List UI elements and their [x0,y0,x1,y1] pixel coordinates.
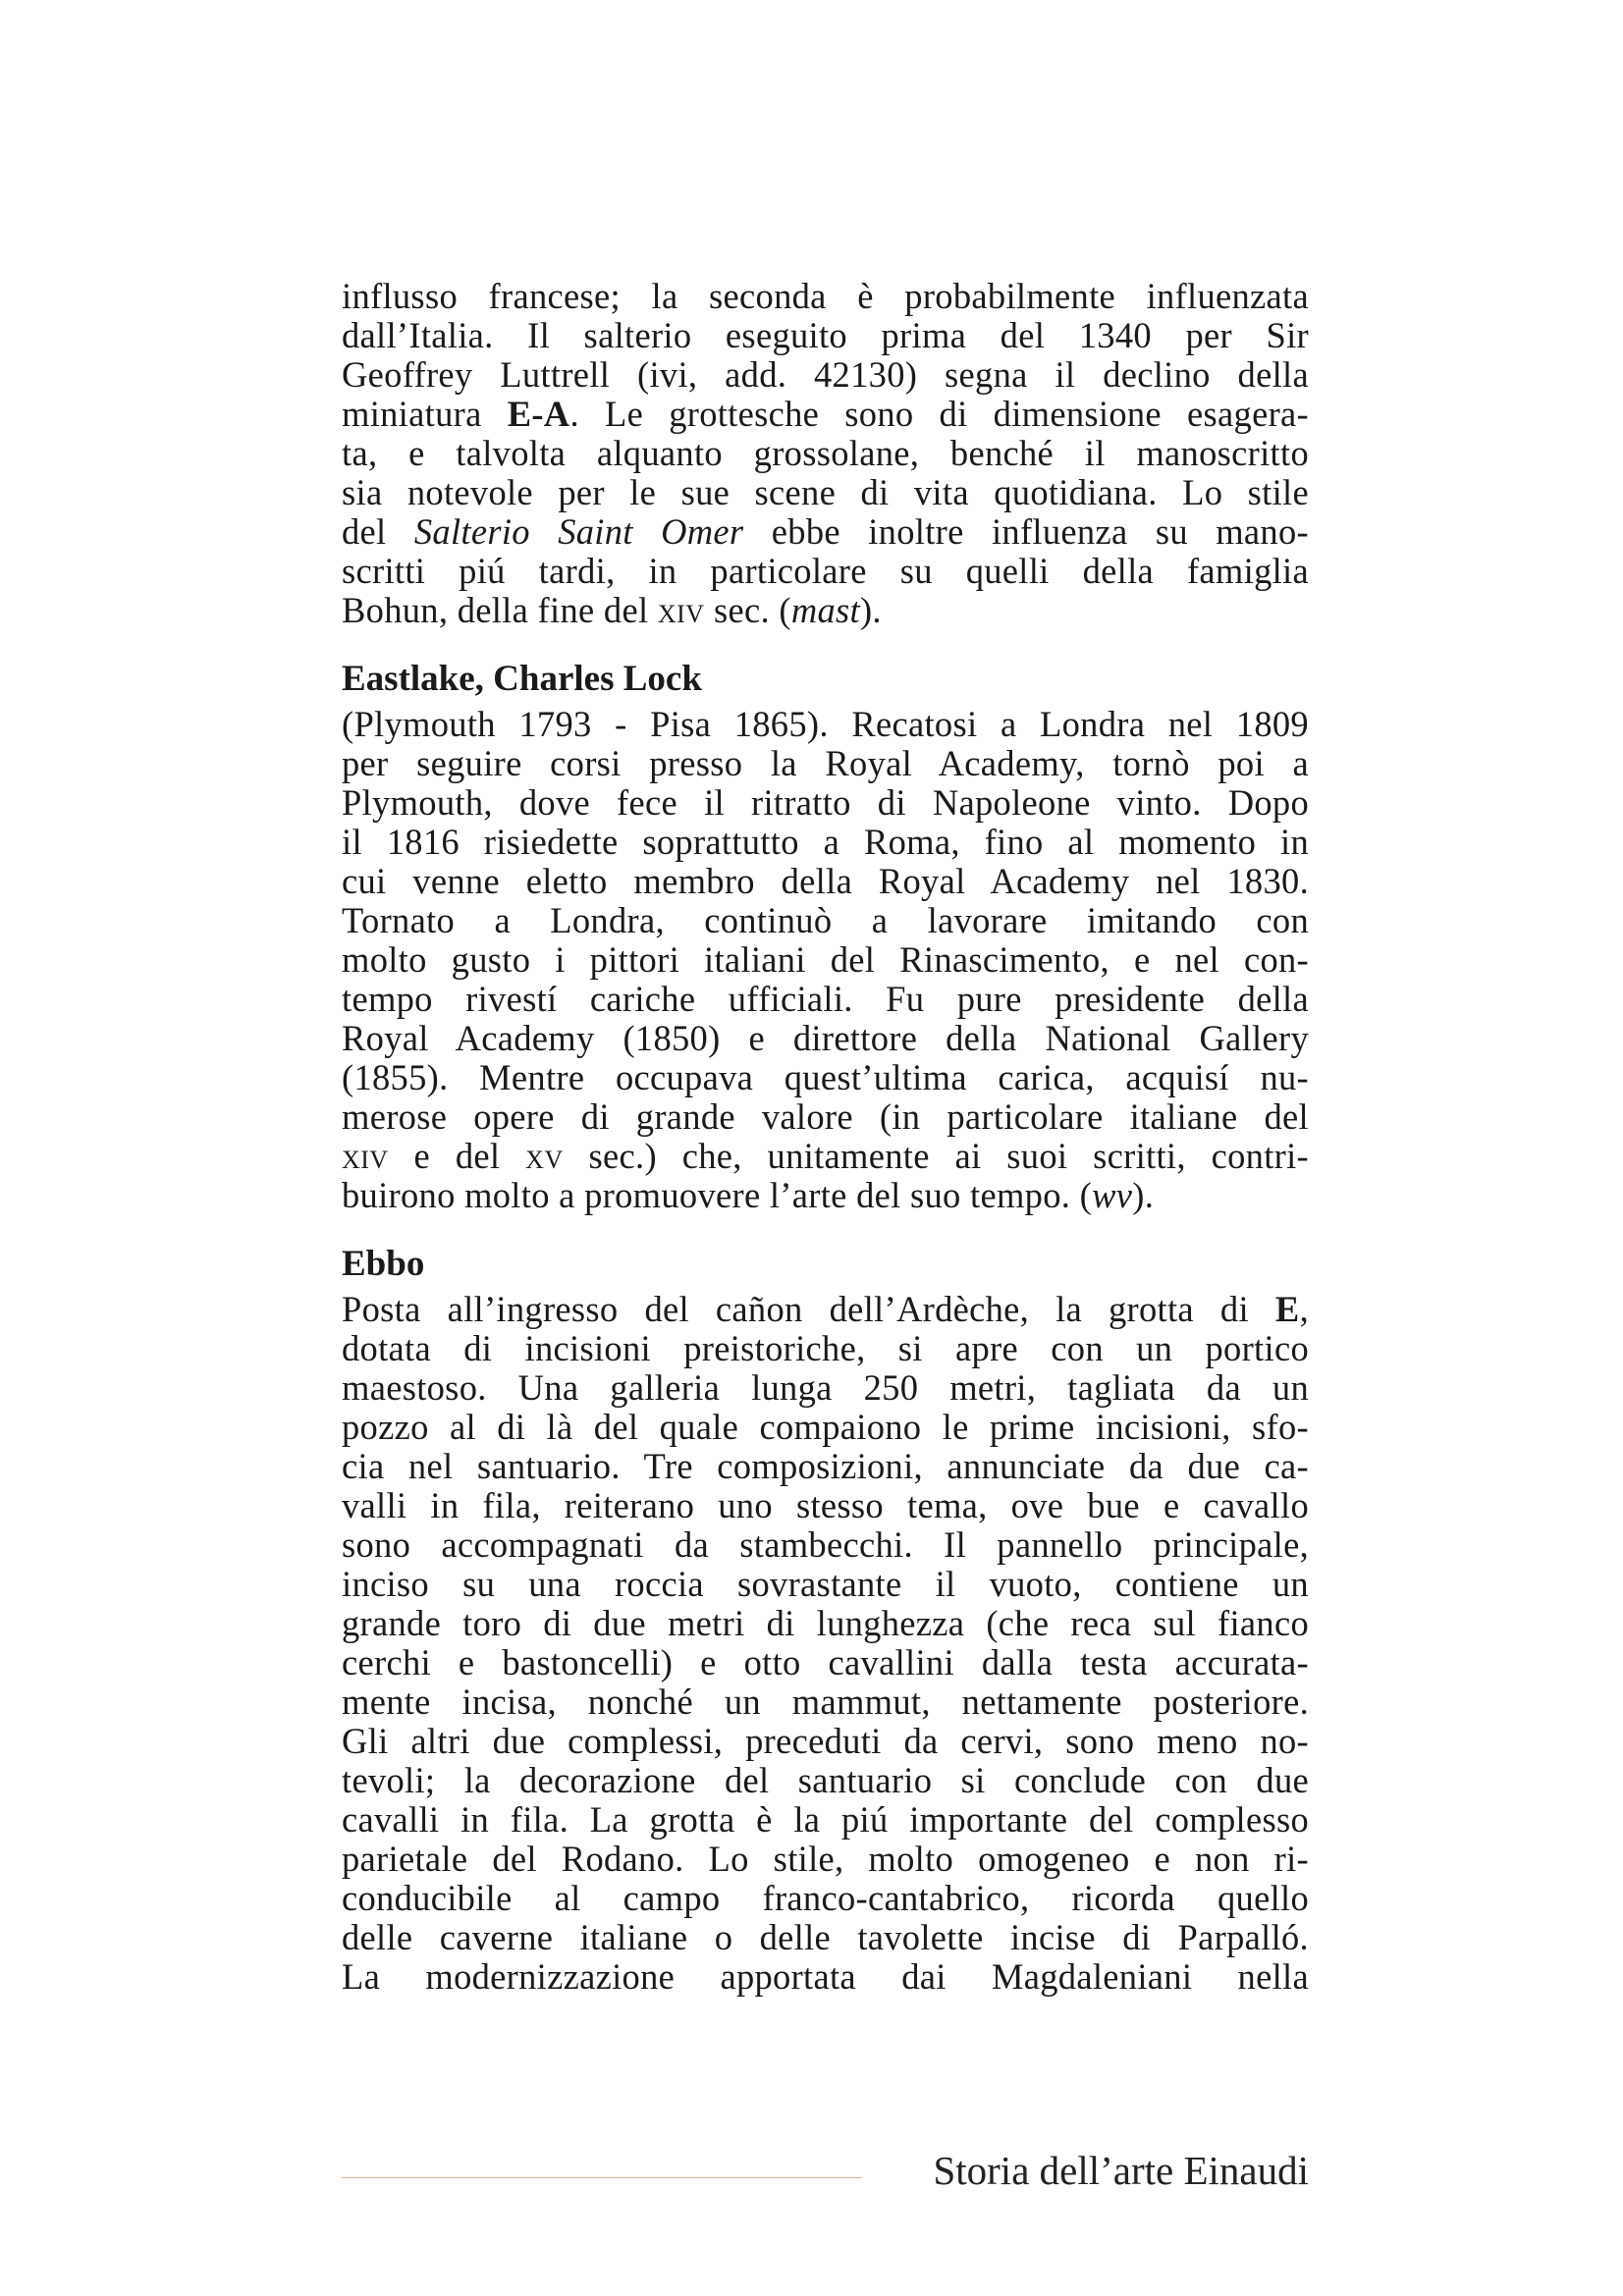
text-line: Plymouth, dove fece il ritratto di Napoleone vinto. Dopo [342,783,1309,823]
text-line: grande toro di due metri di lunghezza (che reca sul fianco [342,1604,1309,1643]
entry-title-ebbo: Ebbo [342,1244,425,1284]
text-line: Geoffrey Luttrell (ivi, add. 42130) segna il declino della [342,355,1309,395]
text-line: (Plymouth 1793 - Pisa 1865). Recatosi a Londra nel 1809 [342,705,1309,744]
text-line: ta, e talvolta alquanto grossolane, benché il manoscritto [342,434,1309,473]
entry-title-eastlake: Eastlake, Charles Lock [342,659,702,699]
text-line: pozzo al di là del quale compaiono le prime incisioni, sfo- [342,1408,1309,1447]
footer-publisher: Storia dell’arte Einaudi [933,2148,1309,2193]
page-footer [342,2146,1309,2195]
text-line: Posta all’ingresso del cañon dell’Ardèche, la grotta di E, [342,1290,1309,1329]
text-line: cavalli in fila. La grotta è la piú importante del complesso [342,1800,1309,1840]
text-line: dall’Italia. Il salterio eseguito prima del 1340 per Sir [342,316,1309,355]
entry-text-eastlake [342,705,1309,1215]
footer-rule [342,2177,862,2178]
text-line: Royal Academy (1850) e direttore della National Gallery [342,1019,1309,1058]
text-line: (1855). Mentre occupava quest’ultima carica, acquisí nu- [342,1058,1309,1097]
text-line: miniatura E-A. Le grottesche sono di dimensione esagera- [342,395,1309,434]
text-line: cui venne eletto membro della Royal Academy nel 1830. [342,862,1309,901]
text-line: Bohun, della fine del xiv sec. (mast). [342,591,882,630]
text-line: del Salterio Saint Omer ebbe inoltre influenza su mano- [342,512,1309,552]
page-body [342,277,1309,1997]
text-line: il 1816 risiedette soprattutto a Roma, fino al momento in [342,823,1309,862]
text-line: buirono molto a promuovere l’arte del suo tempo. (wv). [342,1176,1155,1215]
text-line: merose opere di grande valore (in particolare italiane del [342,1097,1309,1137]
text-line: tevoli; la decorazione del santuario si conclude con due [342,1761,1309,1800]
text-line: molto gusto i pittori italiani del Rinascimento, e nel con- [342,940,1309,980]
text-line: inciso su una roccia sovrastante il vuoto, contiene un [342,1565,1309,1604]
text-line: dotata di incisioni preistoriche, si apre con un portico [342,1329,1309,1368]
text-line: cerchi e bastoncelli) e otto cavallini dalla testa accurata- [342,1643,1309,1682]
text-line: scritti piú tardi, in particolare su quelli della famiglia [342,552,1309,591]
text-line: per seguire corsi presso la Royal Academy, tornò poi a [342,744,1309,783]
text-line: Tornato a Londra, continuò a lavorare imitando con [342,901,1309,940]
text-line: maestoso. Una galleria lunga 250 metri, tagliata da un [342,1368,1309,1408]
text-line: valli in fila, reiterano uno stesso tema, ove bue e cavallo [342,1486,1309,1525]
text-line: Gli altri due complessi, preceduti da cervi, sono meno no- [342,1722,1309,1761]
text-line: tempo rivestí cariche ufficiali. Fu pure presidente della [342,980,1309,1019]
text-line: xiv e del xv sec.) che, unitamente ai suoi scritti, contri- [342,1137,1309,1176]
text-line: conducibile al campo franco-cantabrico, ricorda quello [342,1879,1309,1918]
continuation-paragraph [342,277,1309,630]
text-line: delle caverne italiane o delle tavolette incise di Parpalló. [342,1918,1309,1957]
text-line: cia nel santuario. Tre composizioni, annunciate da due ca- [342,1447,1309,1486]
text-line: influsso francese; la seconda è probabilmente influenzata [342,277,1309,316]
entry-text-ebbo [342,1290,1309,1997]
text-line: mente incisa, nonché un mammut, nettamente posteriore. [342,1682,1309,1722]
text-line: parietale del Rodano. Lo stile, molto omogeneo e non ri- [342,1840,1309,1879]
text-line: sono accompagnati da stambecchi. Il pannello principale, [342,1525,1309,1565]
text-line: La modernizzazione apportata dai Magdaleniani nella [342,1957,1309,1997]
text-line: sia notevole per le sue scene di vita quotidiana. Lo stile [342,473,1309,512]
